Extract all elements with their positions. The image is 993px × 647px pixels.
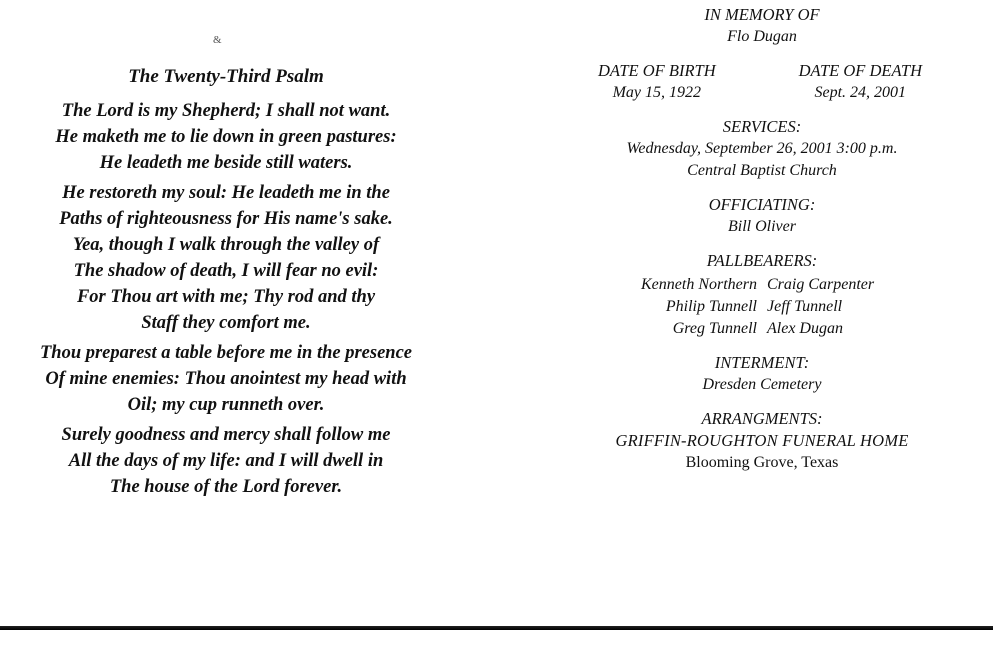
- psalm-line: The house of the Lord forever.: [109, 477, 343, 497]
- psalm-line: The Lord is my Shepherd; I shall not want.: [61, 101, 391, 121]
- psalm-line: He leadeth me beside still waters.: [99, 153, 353, 173]
- birth-date: May 15, 1922: [612, 84, 702, 101]
- pallbearer-name: Kenneth Northern: [641, 276, 757, 293]
- services-block: [592, 116, 932, 182]
- funeral-home-name: GRIFFIN-ROUGHTON FUNERAL HOME: [615, 431, 909, 450]
- psalm-line: Staff they comfort me.: [141, 313, 311, 333]
- interment-place: Dresden Cemetery: [702, 376, 822, 393]
- pallbearers-grid: [592, 274, 932, 340]
- pallbearers-label: PALLBEARERS:: [706, 251, 818, 270]
- pallbearers-block: [592, 250, 932, 340]
- psalm-stanza-1: [0, 98, 452, 176]
- psalm-section: [0, 66, 452, 504]
- psalm-line: For Thou art with me; Thy rod and thy: [76, 287, 376, 307]
- psalm-line: The shadow of death, I will fear no evil:: [73, 261, 379, 281]
- psalm-line: He restoreth my soul: He leadeth me in the: [62, 183, 390, 203]
- arrangements-block: [592, 408, 932, 474]
- psalm-stanza-3: [0, 340, 452, 418]
- pallbearer-name: Jeff Tunnell: [767, 298, 843, 315]
- interment-block: [592, 352, 932, 396]
- psalm-line: Of mine enemies: Thou anointest my head with: [45, 369, 407, 389]
- psalm-line: All the days of my life: and I will dwell in: [68, 451, 384, 471]
- pallbearer-name: Craig Carpenter: [767, 276, 875, 293]
- psalm-line: Oil; my cup runneth over.: [127, 395, 325, 415]
- psalm-title: The Twenty-Third Psalm: [128, 66, 324, 87]
- psalm-stanza-4: [0, 422, 452, 500]
- stray-mark: &: [213, 34, 222, 46]
- psalm-line: Surely goodness and mercy shall follow me: [61, 425, 391, 445]
- arrangements-label: ARRANGMENTS:: [701, 409, 823, 428]
- psalm-stanza-2: [0, 180, 452, 336]
- psalm-line: Yea, though I walk through the valley of: [72, 235, 380, 255]
- death-date: Sept. 24, 2001: [814, 84, 907, 101]
- memorial-section: [592, 4, 932, 486]
- death-label: DATE OF DEATH: [798, 61, 922, 80]
- officiating-label: OFFICIATING:: [708, 195, 816, 214]
- funeral-home-city: Blooming Grove, Texas: [685, 454, 839, 471]
- birth-label: DATE OF BIRTH: [598, 61, 716, 80]
- psalm-line: Paths of righteousness for His name's sake.: [59, 209, 393, 229]
- death-column: [799, 60, 922, 104]
- interment-label: INTERMENT:: [714, 353, 810, 372]
- officiating-name: Bill Oliver: [728, 218, 796, 235]
- services-label: SERVICES:: [722, 117, 802, 136]
- pallbearer-name: Greg Tunnell: [672, 320, 757, 337]
- psalm-line: Thou preparest a table before me in the presence: [39, 343, 412, 363]
- dates-row: [592, 60, 932, 104]
- officiating-block: [592, 194, 932, 238]
- psalm-line: He maketh me to lie down in green pastures:: [55, 127, 397, 147]
- bottom-rule: [0, 626, 993, 630]
- memorial-heading: IN MEMORY OF: [704, 5, 820, 24]
- birth-column: [598, 60, 716, 104]
- pallbearer-name: Alex Dugan: [767, 320, 843, 337]
- services-place: Central Baptist Church: [687, 162, 837, 179]
- pallbearer-name: Philip Tunnell: [665, 298, 757, 315]
- memorial-header: [592, 4, 932, 48]
- deceased-name: Flo Dugan: [727, 28, 797, 45]
- services-time: Wednesday, September 26, 2001 3:00 p.m.: [626, 140, 898, 157]
